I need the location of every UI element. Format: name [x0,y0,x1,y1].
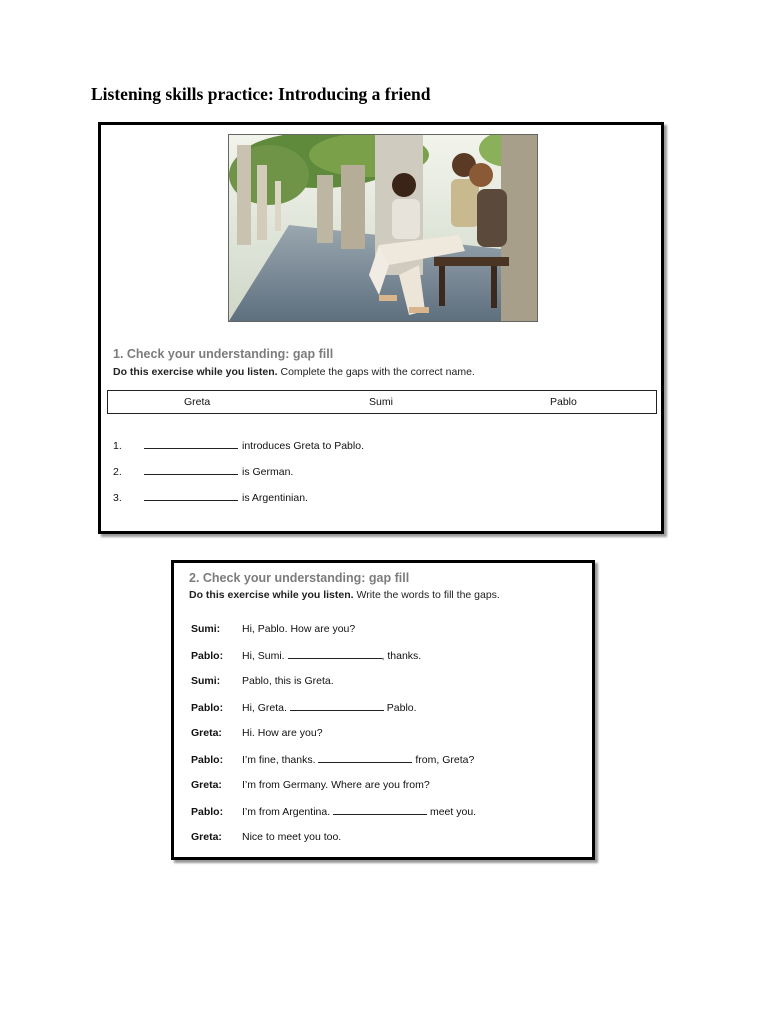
speaker-label: Sumi: [191,623,221,635]
exercise-2-panel [171,560,595,860]
answer-blank[interactable] [288,649,382,659]
answer-blank[interactable] [144,491,238,501]
instruction-bold: Do this exercise while you listen. [113,366,278,378]
dialogue-text: Hi, Greta. [242,702,290,714]
speaker-label: Pablo: [191,806,224,818]
speaker-label: Pablo: [191,650,224,662]
friends-photo [228,134,538,322]
question-text: is German. [242,466,294,478]
question-text: is Argentinian. [242,492,308,504]
name-option: Pablo [550,396,577,408]
section-2-instruction [189,589,500,601]
instruction-bold: Do this exercise while you listen. [189,589,354,601]
dialogue-text: from, Greta? [412,754,475,766]
question-item [113,439,364,452]
speaker-label: Greta: [191,779,222,791]
dialogue-text: meet you. [427,806,477,818]
section-1-heading: 1. Check your understanding: gap fill [113,347,334,361]
dialogue-line [191,649,421,662]
dialogue-text: Hi, Sumi. [242,650,288,662]
speaker-label: Pablo: [191,754,224,766]
dialogue-text: Nice to meet you too. [242,831,342,843]
answer-blank[interactable] [144,439,238,449]
dialogue-text: Pablo, this is Greta. [242,675,334,687]
dialogue-line [191,727,323,739]
question-number: 3. [113,492,122,504]
dialogue-text: Hi. How are you? [242,727,323,739]
section-1-instruction [113,366,475,378]
dialogue-text: , thanks. [381,650,422,662]
dialogue-line [191,623,355,635]
dialogue-text: Hi, Pablo. How are you? [242,623,356,635]
instruction-rest: Complete the gaps with the correct name. [277,366,475,378]
question-number: 1. [113,440,122,452]
dialogue-line [191,779,430,791]
speaker-label: Sumi: [191,675,221,687]
dialogue-line [191,675,334,687]
dialogue-line [191,753,474,766]
name-option: Sumi [369,396,393,408]
dialogue-text: I’m from Argentina. [242,806,334,818]
question-item [113,465,293,478]
dialogue-text: I’m from Germany. Where are you from? [242,779,430,791]
question-text: introduces Greta to Pablo. [242,440,364,452]
question-item [113,491,308,504]
name-options-table [107,390,657,414]
section-2-heading: 2. Check your understanding: gap fill [189,571,410,585]
dialogue-line [191,701,417,714]
instruction-rest: Write the words to fill the gaps. [353,589,500,601]
dialogue-text: I’m fine, thanks. [242,754,319,766]
page-title: Listening skills practice: Introducing a friend [91,84,431,104]
dialogue-line [191,831,341,843]
dialogue-text: Pablo. [383,702,417,714]
speaker-label: Pablo: [191,702,224,714]
speaker-label: Greta: [191,727,222,739]
question-number: 2. [113,466,122,478]
exercise-1-panel [98,122,664,534]
answer-blank[interactable] [290,701,384,711]
answer-blank[interactable] [333,805,427,815]
speaker-label: Greta: [191,831,222,843]
answer-blank[interactable] [144,465,238,475]
name-option: Greta [184,396,211,408]
answer-blank[interactable] [318,753,412,763]
dialogue-line [191,805,476,818]
